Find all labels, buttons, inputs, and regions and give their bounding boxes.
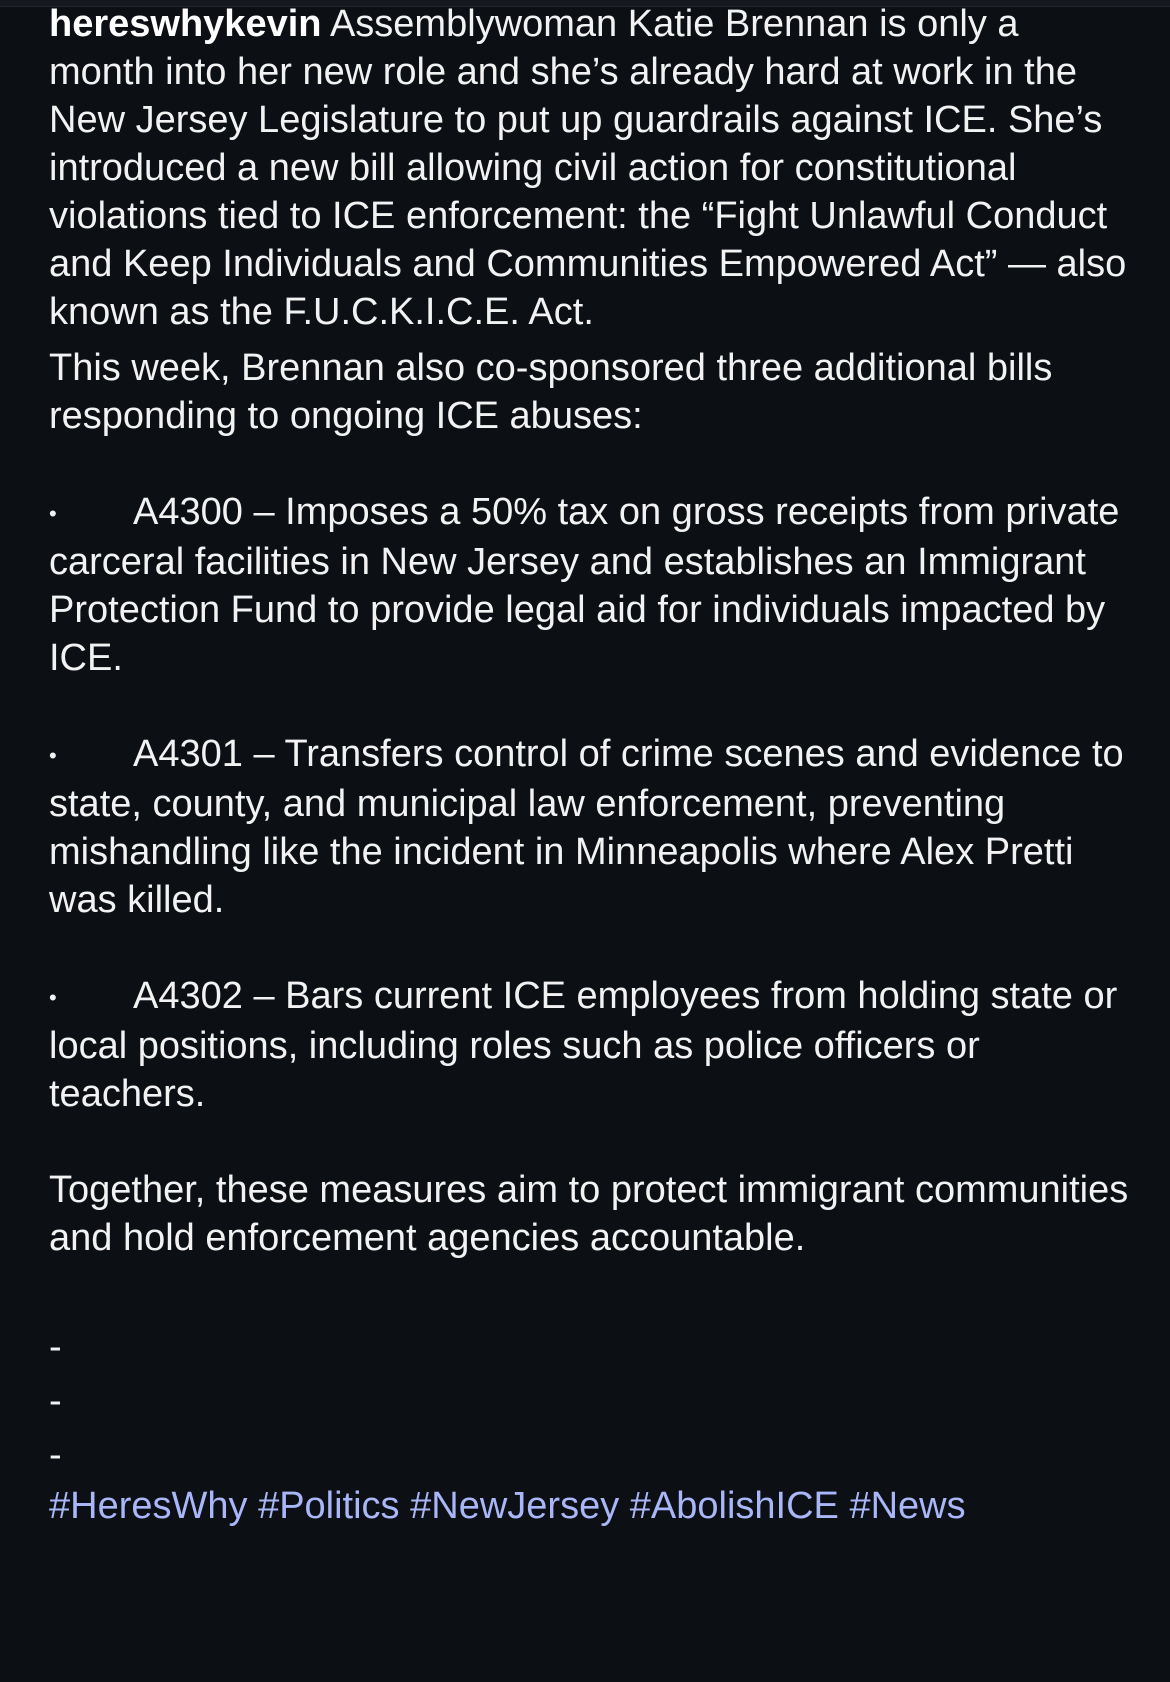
- bullet-icon: •: [49, 742, 57, 768]
- bill-text: A4300 – Imposes a 50% tax on gross receipts from private carceral facilities in New Jersey and establishes an Immigrant Protection Fund to provide legal aid for individuals impacted by ICE.: [49, 491, 1120, 679]
- separator-dash: -: [49, 1379, 62, 1422]
- hashtag-link[interactable]: #Politics: [258, 1484, 400, 1527]
- intro-text: Assemblywoman Katie Brennan is only a month into her new role and she’s already hard at work in the New Jersey Legislature to put up guardrails against ICE. She’s introduced a new bill allowing civil action for constitutional violations tied to ICE enforcement: the “Fight Unlawful Conduct and Keep Individuals and Communities Empowered Act” — also known as the F.U.C.K.I.C.E. Act.: [49, 3, 1127, 333]
- bullet-icon: •: [49, 500, 57, 526]
- bill-item: [49, 972, 1129, 1118]
- hashtag-list: [49, 1482, 1129, 1530]
- username-link[interactable]: hereswhykevin: [49, 3, 322, 45]
- hashtag-link[interactable]: #HeresWhy: [49, 1484, 248, 1527]
- bullet-icon: •: [49, 984, 57, 1010]
- lead-paragraph: This week, Brennan also co-sponsored three additional bills responding to ongoing ICE abuses:: [49, 347, 1053, 437]
- bill-text: A4302 – Bars current ICE employees from holding state or local positions, including roles such as police officers or teachers.: [49, 974, 1118, 1115]
- separator-dash: -: [49, 1325, 62, 1368]
- closing-paragraph: Together, these measures aim to protect immigrant communities and hold enforcement agencies accountable.: [49, 1168, 1129, 1259]
- hashtag-link[interactable]: #News: [849, 1484, 966, 1527]
- hashtag-link[interactable]: #AbolishICE: [629, 1484, 839, 1527]
- caption-intro: [49, 0, 1129, 336]
- bill-item: [49, 488, 1129, 682]
- post-caption: [49, 0, 1129, 1530]
- bill-item: [49, 730, 1129, 924]
- bill-text: A4301 – Transfers control of crime scenes and evidence to state, county, and municipal law enforcement, preventing mishandling like the incident in Minneapolis where Alex Pretti was killed.: [49, 732, 1124, 921]
- hashtag-link[interactable]: #NewJersey: [410, 1484, 620, 1527]
- separator-dash: -: [49, 1433, 62, 1476]
